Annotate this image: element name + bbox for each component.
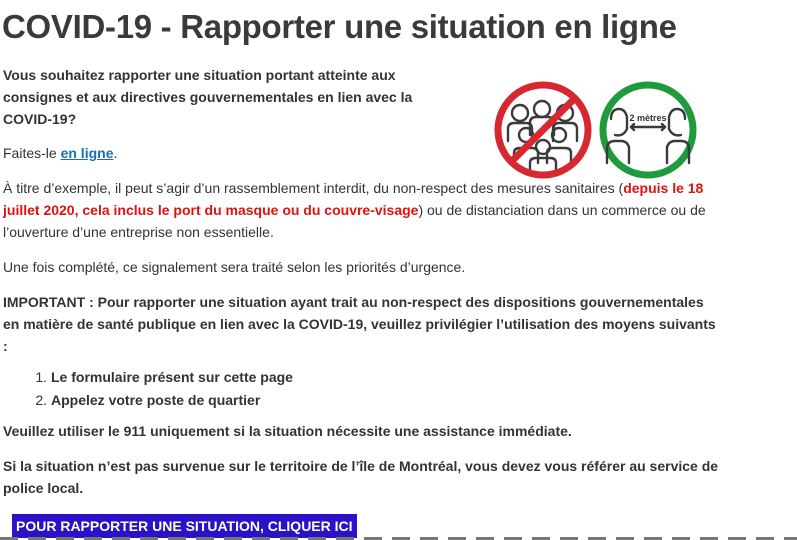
example-text-after: ) ou de distanciation dans un commerce ou de l’ouverture d’une entreprise non essentielle. — [3, 202, 706, 240]
list-item — [3, 366, 293, 389]
list-item-number: 1. — [35, 369, 47, 385]
intro-text: Vous souhaitez rapporter une situation portant atteinte aux consignes et aux directives gouvernementales en lien avec la COVID-19? — [3, 67, 413, 127]
territory-notice: Si la situation n’est pas survenue sur le territoire de l’île de Montréal, vous devez vous référer au service de police local. — [3, 458, 719, 496]
emergency-911-notice: Veuillez utiliser le 911 uniquement si la situation nécessite une assistance immédiate. — [3, 423, 572, 439]
page-title: COVID-19 - Rapporter une situation en ligne — [2, 8, 677, 45]
processing-notice: Une fois complété, ce signalement sera traité selon les priorités d’urgence. — [3, 259, 466, 275]
example-text-before: À titre d’exemple, il peut s’agir d’un rassemblement interdit, du non-respect des mesures sanitaires ( — [3, 180, 624, 196]
report-online-line — [3, 142, 117, 164]
online-link[interactable]: en ligne — [60, 145, 114, 161]
list-item-number: 2. — [35, 392, 47, 408]
two-meters-distance-icon — [597, 79, 699, 181]
list-item-label: Le formulaire présent sur cette page — [51, 369, 293, 385]
report-online-suffix: . — [113, 145, 118, 161]
example-paragraph — [3, 177, 723, 243]
mask-notice: depuis le 18 juillet 2020, cela inclus le port du masque ou du couvre-visage — [3, 180, 704, 218]
report-situation-button[interactable]: POUR RAPPORTER UNE SITUATION, CLIQUER ICI — [12, 514, 357, 538]
report-online-prefix: Faites-le — [3, 145, 61, 161]
no-gathering-icon — [492, 79, 594, 181]
list-item-label: Appelez votre poste de quartier — [51, 392, 261, 408]
list-item — [3, 389, 293, 412]
reporting-means-list — [3, 366, 293, 412]
important-notice: IMPORTANT : Pour rapporter une situation ayant trait au non-respect des dispositions gouvernementales en matière de santé publique en lien avec la COVID-19, veuillez privilégier l’utilisation des moyens suivants : — [3, 294, 716, 354]
distance-label: 2 mètres — [629, 113, 667, 123]
